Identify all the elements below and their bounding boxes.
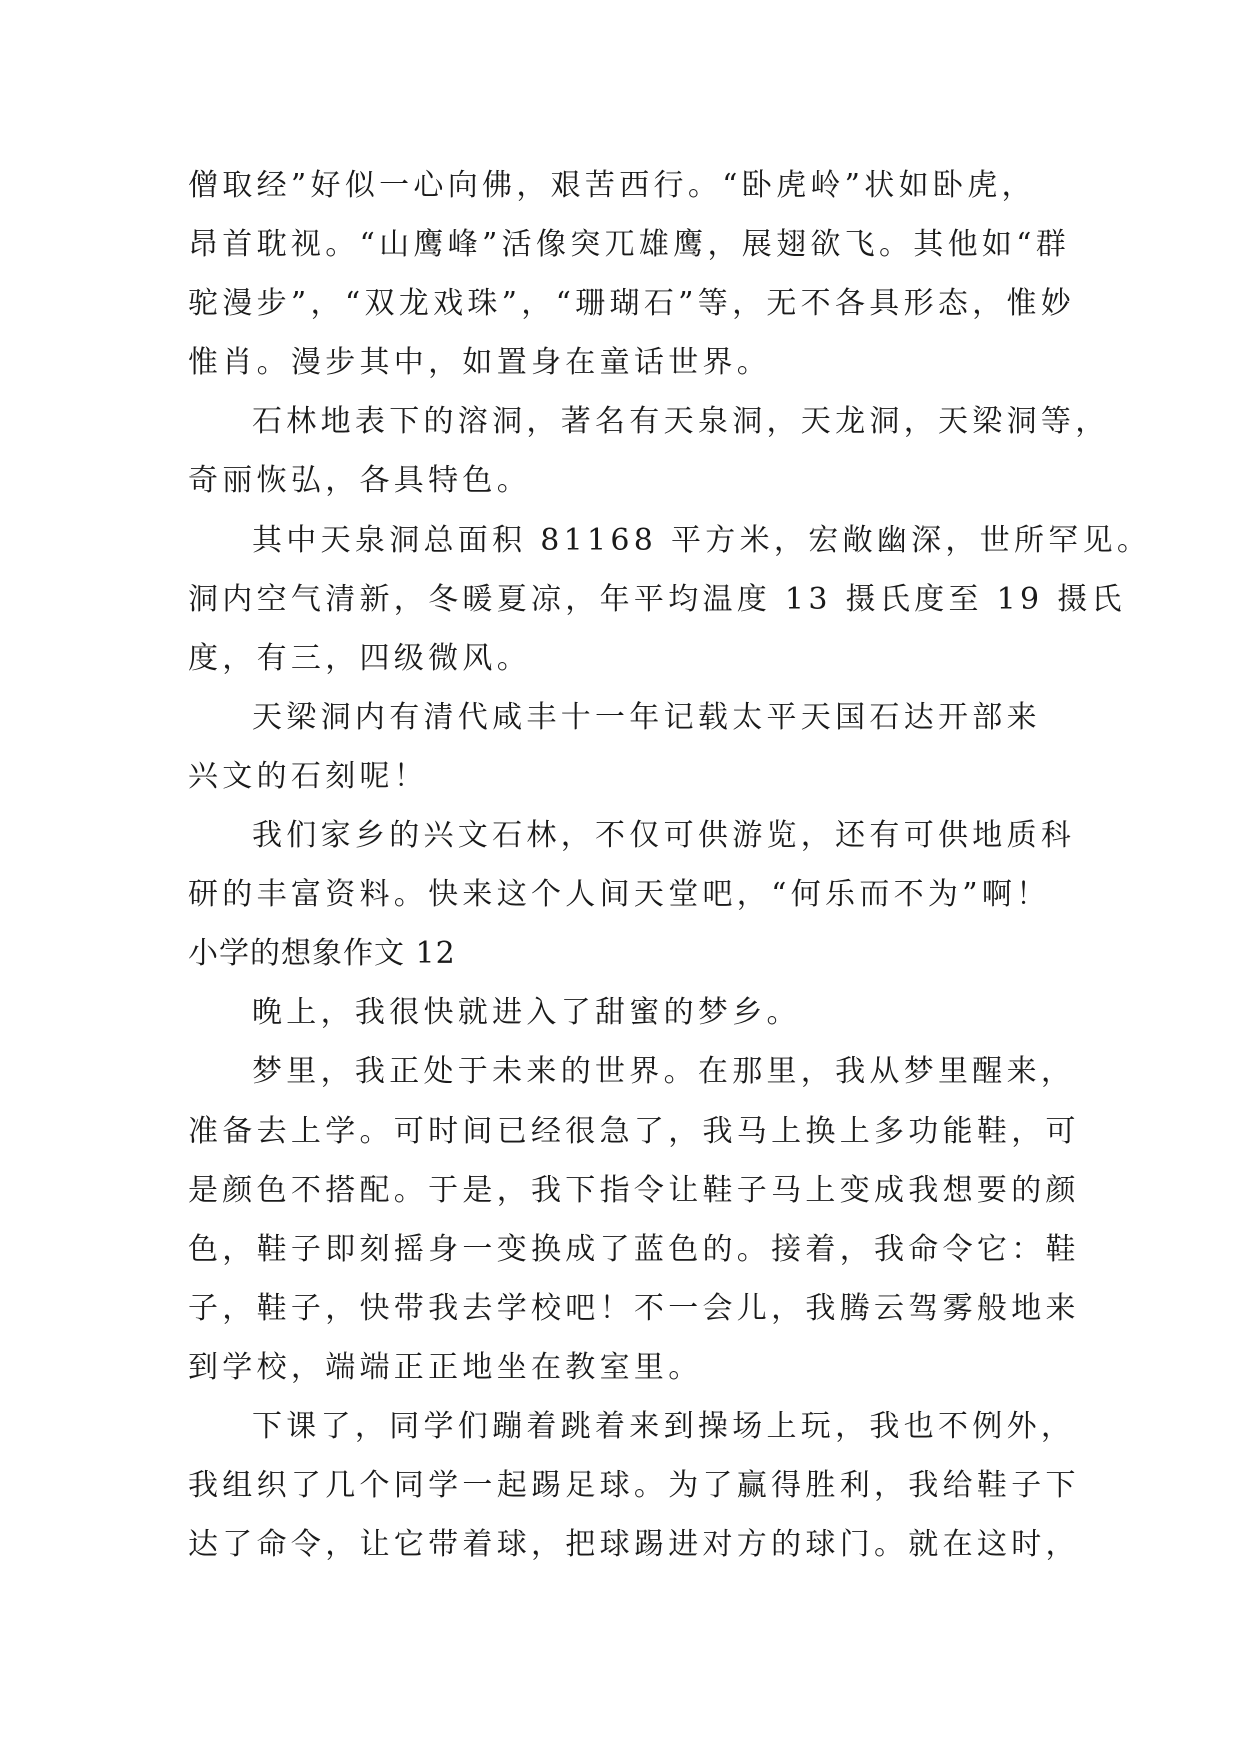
- paragraph-first-line: 下课了，同学们蹦着跳着来到操场上玩，我也不例外，: [252, 1408, 1076, 1444]
- paragraph-first-line: 天梁洞内有清代咸丰十一年记载太平天国石达开部来: [252, 699, 1041, 735]
- text-line: 驼漫步”，“双龙戏珠”，“珊瑚石”等，无不各具形态，惟妙: [188, 286, 1076, 322]
- text-line: 到学校，端端正正地坐在教室里。: [188, 1349, 703, 1385]
- text-line: 昂首耽视。“山鹰峰”活像突兀雄鹰，展翅欲飞。其他如“群: [188, 227, 1071, 263]
- text-line: 研的丰富资料。快来这个人间天堂吧，“何乐而不为”啊！: [188, 877, 1051, 913]
- text-line: 我组织了几个同学一起踢足球。为了赢得胜利，我给鞋子下: [188, 1468, 1080, 1504]
- text-line: 子，鞋子，快带我去学校吧！不一会儿，我腾云驾雾般地来: [188, 1290, 1080, 1326]
- section-heading: 小学的想象作文 12: [188, 936, 456, 972]
- text-line: 惟肖。漫步其中，如置身在童话世界。: [188, 345, 772, 381]
- text-line: 是颜色不搭配。于是，我下指令让鞋子马上变成我想要的颜: [188, 1172, 1080, 1208]
- paragraph-first-line: 晚上，我很快就进入了甜蜜的梦乡。: [252, 995, 801, 1031]
- paragraph-first-line: 石林地表下的溶洞，著名有天泉洞，天龙洞，天梁洞等，: [252, 404, 1110, 440]
- text-line: 洞内空气清新，冬暖夏凉，年平均温度 13 摄氏度至 19 摄氏: [188, 581, 1126, 617]
- paragraph-first-line: 我们家乡的兴文石林，不仅可供游览，还有可供地质科: [252, 818, 1076, 854]
- document-body: [188, 156, 1152, 1574]
- text-line: 准备去上学。可时间已经很急了，我马上换上多功能鞋，可: [188, 1113, 1080, 1149]
- text-line: 度，有三，四级微风。: [188, 640, 531, 676]
- paragraph-first-line: 其中天泉洞总面积 81168 平方米，宏敞幽深，世所罕见。: [252, 522, 1152, 558]
- text-line: 僧取经”好似一心向佛，艰苦西行。“卧虎岭”状如卧虎，: [188, 168, 1036, 203]
- text-line: 奇丽恢弘，各具特色。: [188, 463, 531, 499]
- text-line: 色，鞋子即刻摇身一变换成了蓝色的。接着，我命令它：鞋: [188, 1231, 1080, 1267]
- paragraph-first-line: 梦里，我正处于未来的世界。在那里，我从梦里醒来，: [252, 1054, 1076, 1090]
- text-line: 达了命令，让它带着球，把球踢进对方的球门。就在这时，: [188, 1527, 1080, 1563]
- text-line: 兴文的石刻呢！: [188, 758, 429, 794]
